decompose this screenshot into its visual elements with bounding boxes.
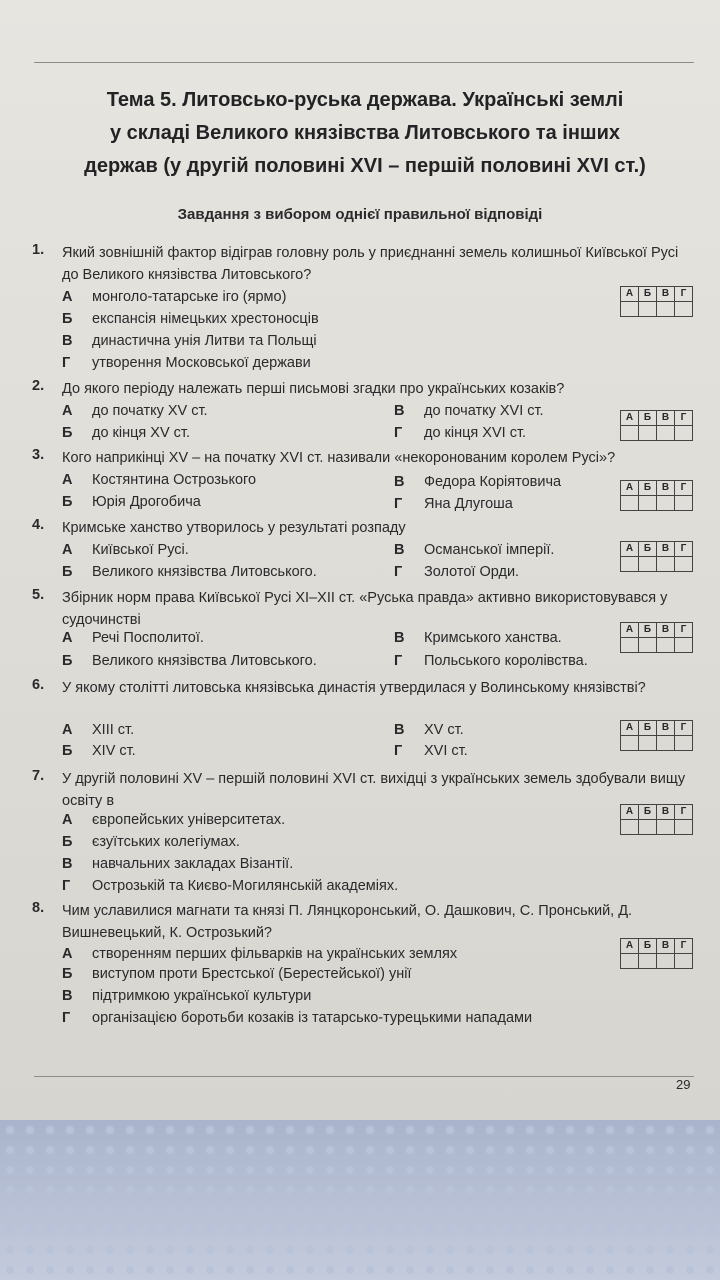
page-number: 29 [676, 1077, 691, 1092]
question-number: 7. [32, 768, 45, 784]
option-v[interactable] [394, 719, 464, 741]
option-letter: А [62, 403, 73, 419]
option-a[interactable] [62, 469, 256, 491]
grid-header-h: Г [675, 939, 693, 954]
option-letter: Г [394, 653, 403, 669]
grid-header-v: В [657, 939, 675, 954]
grid-cell[interactable] [657, 820, 675, 835]
option-h[interactable] [394, 650, 588, 672]
grid-cell[interactable] [675, 557, 693, 572]
grid-header-b: Б [639, 287, 657, 302]
option-letter: В [62, 988, 73, 1004]
grid-cell[interactable] [675, 820, 693, 835]
option-a[interactable] [62, 539, 189, 561]
grid-header-a: А [621, 481, 639, 496]
option-b[interactable] [62, 422, 190, 444]
option-text: європейських університетах. [92, 812, 286, 828]
question-number: 3. [32, 447, 45, 463]
option-b[interactable] [62, 963, 411, 985]
question-number: 8. [32, 900, 45, 916]
grid-cell[interactable] [639, 954, 657, 969]
option-h[interactable] [394, 740, 468, 762]
answer-grid-5[interactable] [620, 622, 693, 653]
grid-header-v: В [657, 623, 675, 638]
option-text: Юрія Дрогобича [92, 494, 201, 510]
option-letter: А [62, 946, 73, 962]
option-a[interactable] [62, 809, 285, 831]
option-letter: А [62, 472, 73, 488]
option-letter: В [62, 333, 73, 349]
question-text: Кримське ханство утворилось у результаті розпаду [62, 520, 406, 536]
grid-cell[interactable] [675, 426, 693, 441]
option-letter: Б [62, 425, 73, 441]
option-text: Кримського ханства. [424, 630, 562, 646]
option-letter: В [62, 856, 73, 872]
grid-cell[interactable] [657, 954, 675, 969]
option-letter: В [394, 630, 405, 646]
option-text: Османської імперії. [424, 542, 555, 558]
option-letter: В [394, 403, 405, 419]
grid-cell[interactable] [621, 426, 639, 441]
option-letter: Г [394, 425, 403, 441]
grid-header-b: Б [639, 939, 657, 954]
grid-header-v: В [657, 481, 675, 496]
grid-header-h: Г [675, 542, 693, 557]
option-text: династична унія Литви та Польщі [92, 333, 317, 349]
grid-header-b: Б [639, 623, 657, 638]
grid-header-h: Г [675, 481, 693, 496]
question-number: 2. [32, 378, 45, 394]
grid-cell[interactable] [639, 426, 657, 441]
grid-cell[interactable] [675, 638, 693, 653]
option-letter: А [62, 812, 73, 828]
option-v[interactable] [62, 853, 293, 875]
option-text: Яна Длугоша [424, 496, 513, 512]
answer-grid-8[interactable] [620, 938, 693, 969]
grid-header-a: А [621, 542, 639, 557]
option-text: експансія німецьких хрестоносців [92, 311, 319, 327]
option-text: Острозькій та Києво-Могилянській академіях. [92, 878, 399, 894]
option-letter: Г [62, 355, 71, 371]
option-letter: Г [394, 496, 403, 512]
grid-cell[interactable] [639, 736, 657, 751]
option-text: Золотої Орди. [424, 564, 520, 580]
option-text: Костянтина Острозького [92, 472, 257, 488]
answer-grid-4[interactable] [620, 541, 693, 572]
question-number: 1. [32, 242, 45, 258]
grid-cell[interactable] [621, 736, 639, 751]
option-text: до початку XVI ст. [424, 403, 544, 419]
option-text: створенням перших фільварків на українських землях [92, 946, 458, 962]
grid-header-v: В [657, 721, 675, 736]
option-b[interactable] [62, 831, 240, 853]
option-text: Великого князівства Литовського. [92, 564, 317, 580]
option-text: виступом проти Брестської (Берестейської) унії [92, 966, 412, 982]
option-text: підтримкою української культури [92, 988, 312, 1004]
grid-cell[interactable] [639, 302, 657, 317]
option-text: єзуїтських колегіумах. [92, 834, 240, 850]
question-text: У другій половині XV – першій половині XVI ст. вихідці з українських земель здобували вищу освіту в [62, 771, 686, 809]
option-h[interactable] [62, 352, 311, 374]
option-letter: Б [62, 494, 73, 510]
option-text: XIV ст. [92, 743, 136, 759]
option-letter: Б [62, 653, 73, 669]
grid-cell[interactable] [657, 426, 675, 441]
grid-header-a: А [621, 287, 639, 302]
option-b[interactable] [62, 491, 201, 513]
question-text: До якого періоду належать перші письмові згадки про українських козаків? [62, 381, 565, 397]
option-h[interactable] [394, 561, 519, 583]
option-text: організацією боротьби козаків із татарсько-турецькими нападами [92, 1010, 533, 1026]
question-number: 6. [32, 677, 45, 693]
grid-header-b: Б [639, 721, 657, 736]
grid-header-b: Б [639, 411, 657, 426]
grid-header-v: В [657, 805, 675, 820]
grid-cell[interactable] [675, 954, 693, 969]
grid-cell[interactable] [657, 496, 675, 511]
option-b[interactable] [62, 561, 317, 583]
option-text: утворення Московської держави [92, 355, 311, 371]
grid-header-v: В [657, 411, 675, 426]
question-text: Який зовнішній фактор відіграв головну роль у приєднанні земель колишньої Київської Русі до Великого князівства Литовського? [62, 245, 679, 283]
grid-cell[interactable] [621, 302, 639, 317]
grid-cell[interactable] [621, 496, 639, 511]
answer-grid-1[interactable] [620, 286, 693, 317]
option-text: Великого князівства Литовського. [92, 653, 317, 669]
option-letter: В [394, 722, 405, 738]
option-text: Федора Коріятовича [424, 474, 562, 490]
option-h[interactable] [394, 493, 513, 515]
option-h[interactable] [394, 422, 526, 444]
grid-header-a: А [621, 805, 639, 820]
grid-header-h: Г [675, 287, 693, 302]
option-text: навчальних закладах Візантії. [92, 856, 294, 872]
option-letter: Г [394, 564, 403, 580]
option-text: до кінця XV ст. [92, 425, 190, 441]
grid-cell[interactable] [657, 557, 675, 572]
option-b[interactable] [62, 308, 319, 330]
grid-cell[interactable] [639, 557, 657, 572]
section-title: Завдання з вибором однієї правильної відповіді [177, 206, 543, 223]
answer-grid-2[interactable] [620, 410, 693, 441]
grid-header-h: Г [675, 623, 693, 638]
option-text: до кінця XVI ст. [424, 425, 527, 441]
question-text: Чим уславилися магнати та князі П. Лянцкоронський, О. Дашкович, С. Пронський, Д. Вишневецький, К. Острозький? [62, 903, 633, 941]
grid-header-h: Г [675, 411, 693, 426]
grid-header-b: Б [639, 481, 657, 496]
title-line-1: Тема 5. Литовсько-руська держава. Українські землі [106, 89, 624, 111]
option-letter: Б [62, 834, 73, 850]
option-letter: Г [62, 1010, 71, 1026]
option-h[interactable] [62, 1007, 532, 1029]
option-letter: Б [62, 743, 73, 759]
option-letter: Б [62, 311, 73, 327]
grid-header-b: Б [639, 542, 657, 557]
grid-header-a: А [621, 411, 639, 426]
grid-cell[interactable] [675, 736, 693, 751]
option-b[interactable] [62, 650, 317, 672]
title-line-2: у складі Великого князівства Литовського та інших [109, 122, 621, 144]
grid-cell[interactable] [639, 496, 657, 511]
option-a[interactable] [62, 719, 134, 741]
page-title [30, 84, 700, 183]
option-a[interactable] [62, 400, 208, 422]
option-text: Київської Русі. [92, 542, 189, 558]
grid-cell[interactable] [675, 302, 693, 317]
grid-cell[interactable] [621, 954, 639, 969]
option-text: до початку XV ст. [92, 403, 208, 419]
option-h[interactable] [62, 875, 398, 897]
option-v[interactable] [394, 400, 544, 422]
option-text: Польського королівства. [424, 653, 588, 669]
option-v[interactable] [394, 539, 554, 561]
option-b[interactable] [62, 740, 136, 762]
option-text: XIII ст. [92, 722, 135, 738]
option-letter: Г [394, 743, 403, 759]
option-text: XV ст. [424, 722, 464, 738]
option-text: XVI ст. [424, 743, 468, 759]
answer-grid-7[interactable] [620, 804, 693, 835]
option-v[interactable] [62, 985, 311, 1007]
grid-cell[interactable] [621, 820, 639, 835]
grid-cell[interactable] [639, 820, 657, 835]
grid-header-b: Б [639, 805, 657, 820]
option-a[interactable] [62, 627, 204, 649]
bottom-rule [34, 1076, 694, 1077]
option-text: Речі Посполитої. [92, 630, 204, 646]
question-number: 5. [32, 587, 45, 603]
option-letter: Б [62, 966, 73, 982]
grid-cell[interactable] [621, 557, 639, 572]
grid-cell[interactable] [657, 302, 675, 317]
grid-header-a: А [621, 623, 639, 638]
option-letter: В [394, 542, 405, 558]
option-letter: Б [62, 564, 73, 580]
grid-header-a: А [621, 939, 639, 954]
option-v[interactable] [62, 330, 317, 352]
option-letter: Г [62, 878, 71, 894]
question-number: 4. [32, 517, 45, 533]
option-a[interactable] [62, 943, 457, 965]
question-text: У якому столітті литовська князівська династія утвердилася у Волинському князівстві? [62, 680, 646, 696]
grid-header-h: Г [675, 721, 693, 736]
option-text: монголо-татарське іго (ярмо) [92, 289, 287, 305]
option-letter: А [62, 630, 73, 646]
grid-header-a: А [621, 721, 639, 736]
grid-header-h: Г [675, 805, 693, 820]
option-letter: А [62, 542, 73, 558]
title-line-3: держав (у другій половині XVI – першій половині XVI ст.) [84, 155, 646, 177]
grid-cell[interactable] [657, 638, 675, 653]
answer-grid-3[interactable] [620, 480, 693, 511]
grid-cell[interactable] [675, 496, 693, 511]
top-rule [34, 62, 694, 63]
option-letter: В [394, 474, 405, 490]
question-text: Збірник норм права Київської Русі XI–XII ст. «Руська правда» активно використовувався у судочинстві [62, 590, 668, 628]
option-a[interactable] [62, 286, 286, 308]
option-v[interactable] [394, 471, 561, 493]
grid-cell[interactable] [621, 638, 639, 653]
answer-grid-6[interactable] [620, 720, 693, 751]
grid-header-v: В [657, 287, 675, 302]
option-v[interactable] [394, 627, 562, 649]
grid-cell[interactable] [657, 736, 675, 751]
background-fabric [0, 1120, 720, 1280]
grid-cell[interactable] [639, 638, 657, 653]
option-letter: А [62, 289, 73, 305]
grid-header-v: В [657, 542, 675, 557]
question-text: Кого наприкінці XV – на початку XVI ст. називали «некоронованим королем Русі»? [62, 450, 616, 466]
option-letter: А [62, 722, 73, 738]
